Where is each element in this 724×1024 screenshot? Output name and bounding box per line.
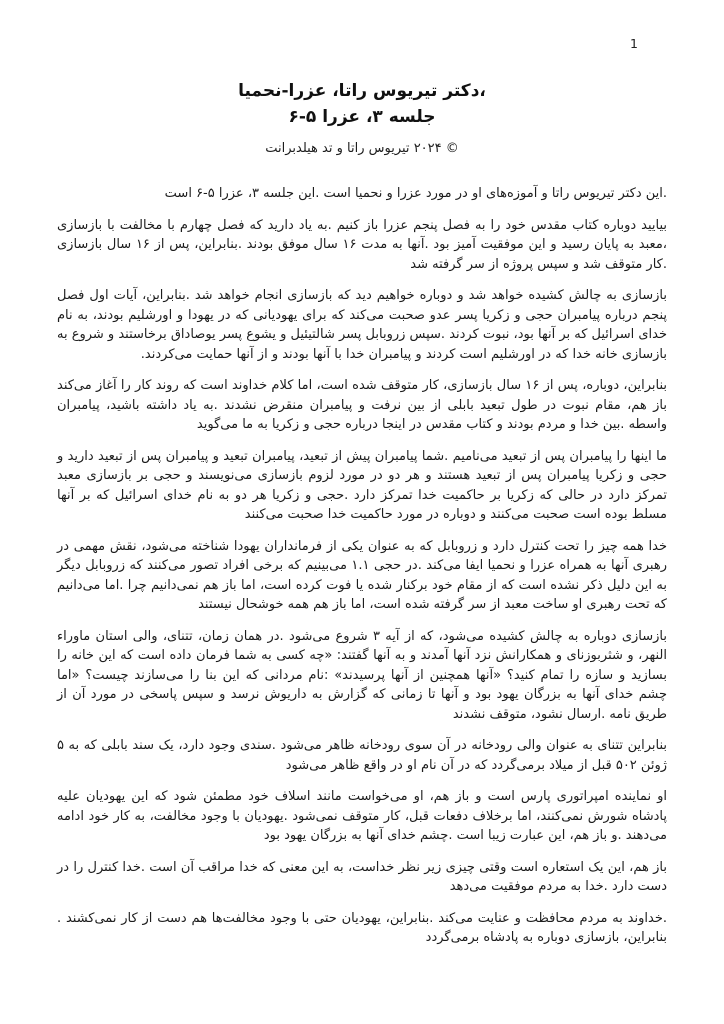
paragraph: بیایید دوباره کتاب مقدس خود را به فصل پنجم عزرا باز کنیم .به یاد دارید که فصل چهارم با مخالفت با بازسازی ،معبد به پایان رسید و این موفقیت آمیز بود .آنها به مدت ۱۶ سال موفق بودند .بنابراین، پس از ۱۶ سال بازسازی .کار متوقف شد و سپس پروژه از سر گرفته شد [57, 217, 667, 272]
paragraph: بازسازی دوباره به چالش کشیده می‌شود، که از آیه ۳ شروع می‌شود .در همان زمان، تتنای، والی استان ماوراء النهر، و شثربوزنای و همکارانش نزد آنها آمدند و به آنها گفتند: «چه کسی به شما فرمان داده است که این خانه را بسازید و سازه را تمام کنید؟ «آنها همچنین از آنها پرسیدند» :نام مردانی که این بنا را می‌سازند چیست؟ «اما چشم خدای آنها به بزرگان یهود بود و آنها تا زمانی که گزارش به داریوش نرسد و سپس پاسخی در مورد آن از طریق نامه .ارسال نشود، متوقف نشدند [57, 628, 667, 722]
page-number: 1 [630, 36, 638, 51]
paragraph: ما اینها را پیامبران پس از تبعید می‌نامیم .شما پیامبران پیش از تبعید، پیامبران تبعید و پیامبران پس از تبعید دارید و حجی و زکریا پیامبران پس از تبعید هستند و هر دو در مورد لزوم بازسازی می‌نویسند و حجی بر بازسازی معبد تمرکز دارد در حالی که زکریا بر حاکمیت خدا تمرکز دارد .حجی و زکریا هر دو به نام خدای اسرائیل که بر آنها مسلط بوده است صحبت می‌کنند و دوباره در مورد حاکمیت خدا صحبت می‌کنند [57, 448, 667, 522]
paragraph: بازسازی به چالش کشیده خواهد شد و دوباره خواهیم دید که بازسازی انجام خواهد شد .بنابراین، آیات اول فصل پنجم درباره پیامبران حجی و زکریا پسر عدو صحبت می‌کند که برای یهودیانی که در یهودا و اورشلیم بودند، به نام خدای اسرائیل که بر آنها بود، نبوت کردند .سپس زروبابل پسر شالتیئیل و یشوع پسر یوصاداق برخاستند و شروع به بازسازی خانه خدا که در اورشلیم است کردند و پیامبران خدا با آنها بودند و از آنها حمایت می‌کردند. [56, 288, 667, 362]
document-title-line-2: جلسه ۳، عزرا ۵-۶ [288, 107, 436, 127]
paragraph: باز هم، این یک استعاره است وقتی چیزی زیر نظر خداست، به این معنی که خدا مراقب آن است .خدا کنترل را در دست دارد .خدا به مردم موفقیت می‌دهد [57, 859, 667, 894]
document-title-line-1: ،دکتر تیریوس راتا، عزرا-نحمیا [238, 81, 486, 101]
document-header [57, 78, 667, 158]
paragraph: بنابراین، دوباره، پس از ۱۶ سال بازسازی، کار متوقف شده است، اما کلام خداوند است که روند کار را آغاز می‌کند باز هم، مقام نبوت در طول تبعید بابلی از بین نرفت و پیامبران منقرض نشدند .به یاد داشته باشید، پیامبران واسطه .بین خدا و مردم بودند و کتاب مقدس در اینجا درباره حجی و زکریا به ما می‌گوید [57, 378, 667, 432]
paragraph: خدا همه چیز را تحت کنترل دارد و زروبابل که به عنوان یکی از فرمانداران یهودا شناخته می‌شود، نقش مهمی در رهبری آنها به همراه عزرا و نحمیا ایفا می‌کند .در حجی ۱.۱ می‌بینیم که برخی افراد تصور می‌کنند که زروبابل دیگر به این دلیل ذکر نشده است که از مقام خود برکنار شده یا فوت کرده است، اما باز هم نمی‌دانیم چرا .اما می‌دانیم که تحت رهبری او ساخت معبد از سر گرفته شده است، اما باز هم همه خوشحال نیستند [57, 538, 667, 612]
document-body [57, 184, 667, 948]
copyright-byline: © ۲۰۲۴ تیریوس راتا و تد هیلدبرانت [265, 141, 459, 156]
paragraph: او نماینده امپراتوری پارس است و باز هم، او می‌خواست مانند اسلاف خود مطمئن شود که این یهودیان علیه پادشاه شورش نمی‌کنند، اما برخلاف دفعات قبل، کار متوقف نمی‌شود .یهودیان با وجود مخالفت، به کار خود ادامه می‌دهند .و باز هم، این عبارت زیبا است .چشم خدای آنها به بزرگان یهود بود [57, 789, 667, 843]
paragraph: .این دکتر تیریوس راتا و آموزه‌های او در مورد عزرا و نحمیا است .این جلسه ۳، عزرا ۵-۶ است [164, 186, 667, 201]
paragraph: بنابراین تتنای به عنوان والی رودخانه در آن سوی رودخانه ظاهر می‌شود .سندی وجود دارد، یک سند بابلی که به ۵ ژوئن ۵۰۲ قبل از میلاد برمی‌گردد که در آن نام او در واقع ظاهر می‌شود [57, 738, 667, 773]
paragraph: .خداوند به مردم محافظت و عنایت می‌کند .بنابراین، یهودیان حتی با وجود مخالفت‌ها هم دست از کار نمی‌کشند . بنابراین، بازسازی دوباره به پادشاه برمی‌گردد [57, 910, 667, 945]
